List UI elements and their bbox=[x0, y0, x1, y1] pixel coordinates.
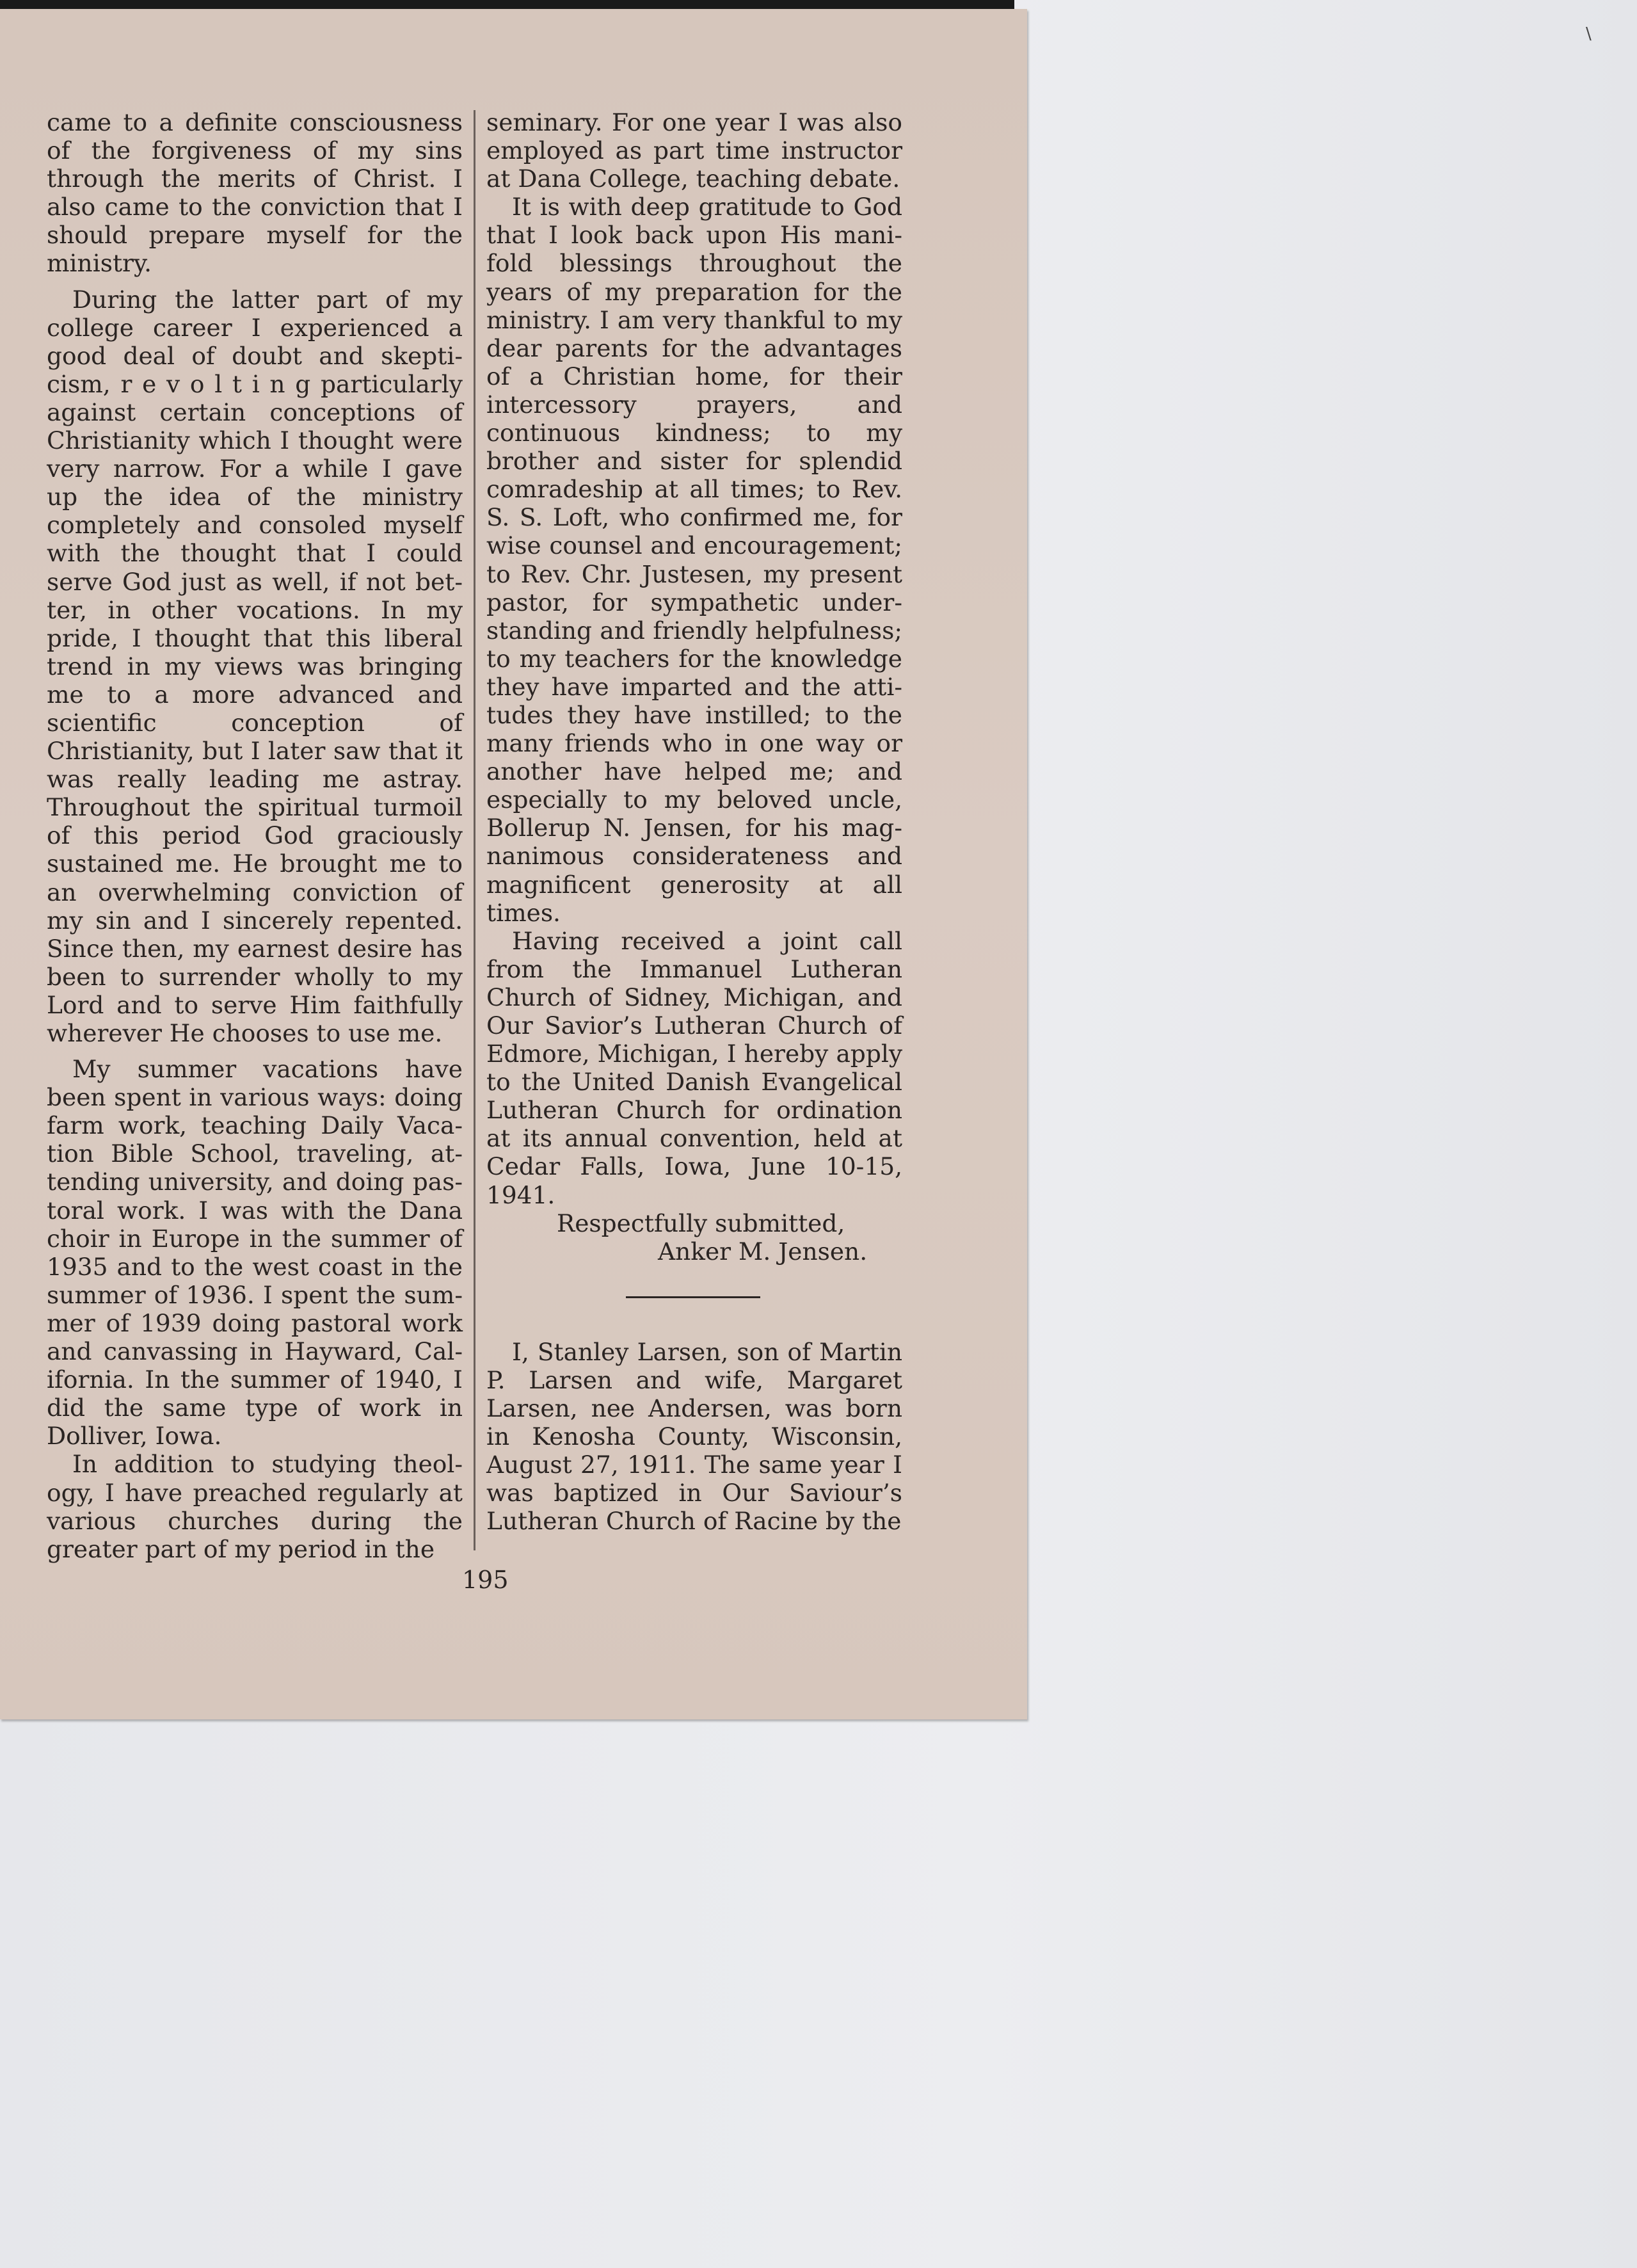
right-paragraph-3: Having received a joint call from the Immanuel Lutheran Church of Sidney, Michigan, and Our Savior’s Lutheran Church of Edmore, Michigan, I hereby apply to the United Danish Evangelical Lutheran Church for ordination at its annual convention, held at Cedar Falls, Iowa, June 10-15, 1941. bbox=[486, 926, 902, 1209]
left-column bbox=[47, 108, 463, 1563]
left-paragraph-4: In addition to studying theology, I have preached regularly at various churches during the greater part of my period in the bbox=[47, 1450, 463, 1563]
section-separator bbox=[626, 1296, 760, 1298]
corner-mark: \ bbox=[1586, 24, 1592, 44]
left-paragraph-3: My summer vacations have been spent in various ways: doing farm work, teaching Daily Vacation Bible School, traveling, attending university, and doing pastoral work. I was with the Dana choir in Europe in the summer of 1935 and to the west coast in the summer of 1936. I spent the summer of 1939 doing pastoral work and canvassing in Hayward, California. In the summer of 1940, I did the same type of work in Dolliver, Iowa. bbox=[47, 1055, 463, 1451]
closing-line: Respectfully submitted, bbox=[557, 1209, 845, 1237]
column-divider bbox=[474, 110, 475, 1550]
right-paragraph-4: I, Stanley Larsen, son of Martin P. Larsen and wife, Margaret Larsen, nee Andersen, was born in Kenosha County, Wisconsin, August 27, 1911. The same year I was baptized in Our Saviour’s Lutheran Church of Racine by the bbox=[486, 1337, 902, 1536]
page-number: 195 bbox=[462, 1566, 509, 1594]
document-page bbox=[0, 9, 1027, 1719]
left-paragraph-1: came to a definite consciousness of the forgiveness of my sins through the merits of Christ. I also came to the conviction that I should prepare myself for the ministry. bbox=[47, 108, 463, 278]
left-paragraph-2: During the latter part of my college career I experienced a good deal of doubt and skepticism, r e v o l t i n g particularly against certain conceptions of Christianity which I thought were very narrow. For a while I gave up the idea of the ministry completely and consoled myself with the thought that I could serve God just as well, if not better, in other vocations. In my pride, I thought that this liberal trend in my views was bringing me to a more advanced and scientific conception of Christianity, but I later saw that it was really leading me astray. Throughout the spiritual turmoil of this period God graciously sustained me. He brought me to an overwhelming conviction of my sin and I sincerely repented. Since then, my earnest desire has been to surrender wholly to my Lord and to serve Him faithfully wherever He chooses to use me. bbox=[47, 285, 463, 1047]
right-paragraph-1: seminary. For one year I was also employed as part time instructor at Dana College, teaching debate. bbox=[486, 108, 902, 193]
right-column bbox=[486, 108, 902, 1536]
scan-edge-line bbox=[0, 0, 1014, 9]
right-paragraph-2: It is with deep gratitude to God that I look back upon His manifold blessings throughout the years of my preparation for the ministry. I am very thankful to my dear parents for the advantages of a Christian home, for their intercessory prayers, and continuous kindness; to my brother and sister for splendid comradeship at all times; to Rev. S. S. Loft, who confirmed me, for wise counsel and encouragement; to Rev. Chr. Justesen, my present pastor, for sympathetic understanding and friendly helpfulness; to my teachers for the knowledge they have imparted and the attitudes they have instilled; to the many friends who in one way or another have helped me; and especially to my beloved uncle, Bollerup N. Jensen, for his magnanimous considerateness and magnificent generosity at all times. bbox=[486, 193, 902, 927]
signature: Anker M. Jensen. bbox=[658, 1237, 868, 1266]
